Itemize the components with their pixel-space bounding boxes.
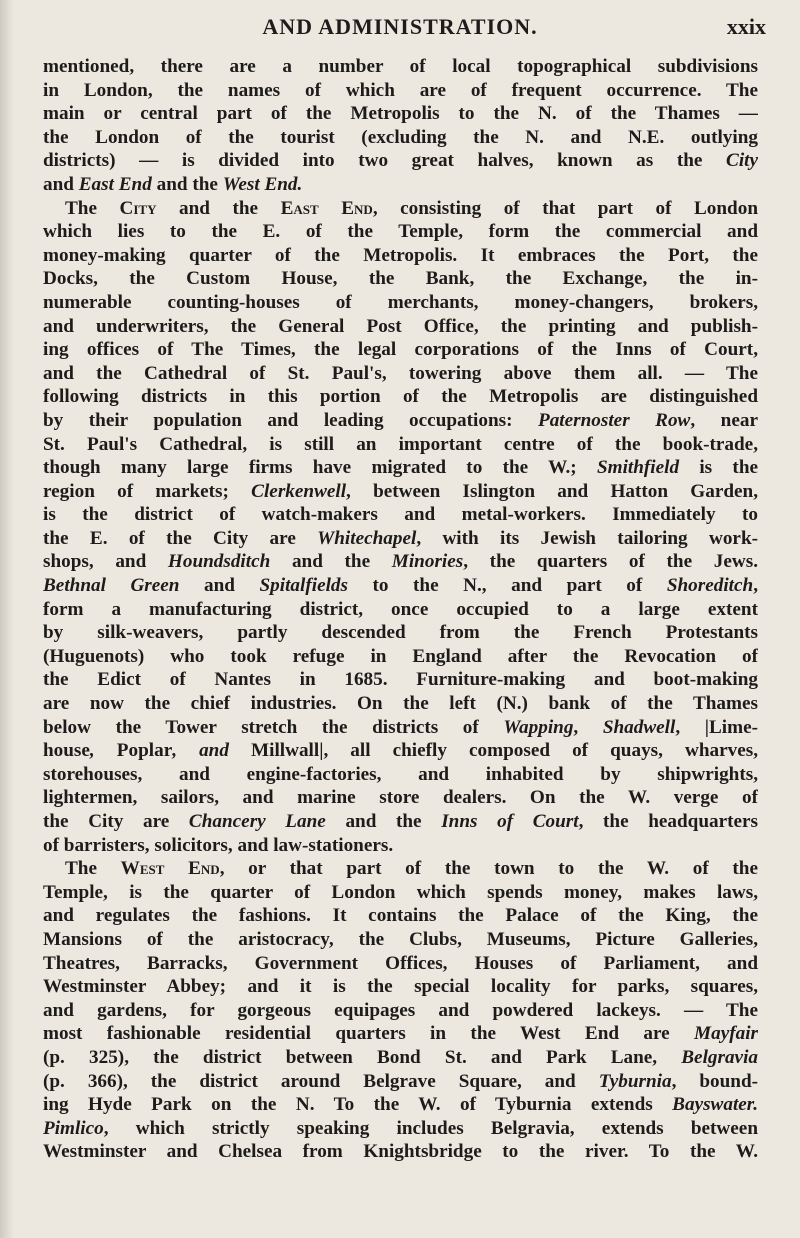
text-line: (p. 366), the district around Belgrave Square, and Tyburnia, bound- — [43, 1070, 758, 1092]
text-line: house, Poplar, and Millwall|, all chiefly composed of quays, wharves, — [43, 740, 758, 762]
text-line: Temple, is the quarter of London which spends money, makes laws, — [43, 881, 758, 903]
paragraph-1 — [43, 55, 758, 197]
text-line: Docks, the Custom House, the Bank, the Exchange, the in- — [43, 268, 758, 290]
text-line: though many large firms have migrated to the W.; Smithfield is the — [43, 457, 758, 479]
text-line: in London, the names of which are of frequent occurrence. The — [43, 79, 758, 101]
text-line: of barristers, solicitors, and law-stationers. — [43, 834, 394, 856]
text-line: by silk-weavers, partly descended from the French Protestants — [43, 622, 758, 644]
text-line: region of markets; Clerkenwell, between Islington and Hatton Garden, — [43, 480, 758, 502]
text-line: which lies to the E. of the Temple, form the commercial and — [43, 221, 758, 243]
text-line: the E. of the City are Whitechapel, with its Jewish tailoring work- — [43, 527, 758, 549]
text-line: following districts in this portion of the Metropolis are distinguished — [43, 386, 758, 408]
text-line: main or central part of the Metropolis to the N. of the Thames — — [43, 103, 758, 125]
text-line: numerable counting-houses of merchants, money-changers, brokers, — [43, 291, 758, 313]
text-line: are now the chief industries. On the left (N.) bank of the Thames — [43, 693, 758, 715]
text-line: (Huguenots) who took refuge in England after the Revocation of — [43, 645, 758, 667]
text-line: (p. 325), the district between Bond St. and Park Lane, Belgravia — [43, 1046, 758, 1068]
text-line: mentioned, there are a number of local topographical subdivisions — [43, 56, 758, 77]
text-line: below the Tower stretch the districts of Wapping, Shadwell, |Lime- — [43, 716, 758, 738]
text-line: shops, and Houndsditch and the Minories, the quarters of the Jews. — [43, 551, 758, 573]
text-line: the City are Chancery Lane and the Inns of Court, the headquarters — [43, 811, 758, 832]
text-line: Bethnal Green and Spitalfields to the N., and part of Shoreditch, — [43, 575, 758, 597]
running-title: AND ADMINISTRATION. — [262, 14, 538, 39]
text-line: Pimlico, which strictly speaking includes Belgravia, extends between — [43, 1117, 758, 1139]
text-line: lightermen, sailors, and marine store dealers. On the W. verge of — [43, 787, 758, 809]
text-line: districts) — is divided into two great halves, known as the City — [43, 150, 758, 172]
text-line: Mansions of the aristocracy, the Clubs, Museums, Picture Galleries, — [43, 928, 758, 950]
paragraph-3 — [43, 857, 758, 1164]
page-edge-shadow — [0, 0, 14, 1238]
text-line: by their population and leading occupations: Paternoster Row, near — [43, 409, 758, 431]
text-line: and East End and the West End. — [43, 173, 303, 195]
page-number: xxix — [726, 14, 766, 39]
paragraph-2 — [43, 197, 758, 858]
text-line: Westminster and Chelsea from Knightsbridge to the river. To the W. — [43, 1141, 758, 1163]
text-line: The City and the East End, consisting of that part of London — [65, 197, 758, 219]
text-line: Westminster Abbey; and it is the special locality for parks, squares, — [43, 976, 758, 998]
text-line: and gardens, for gorgeous equipages and powdered lackeys. — The — [43, 999, 758, 1021]
text-line: and regulates the fashions. It contains the Palace of the King, the — [43, 905, 758, 927]
text-body — [43, 55, 758, 1164]
text-line: most fashionable residential quarters in the West End are Mayfair — [43, 1023, 758, 1045]
text-line: form a manufacturing district, once occupied to a large extent — [43, 598, 758, 620]
text-line: the London of the tourist (excluding the N. and N.E. outlying — [43, 126, 758, 148]
text-line: is the district of watch-makers and metal-workers. Immediately to — [43, 504, 758, 526]
text-line: Theatres, Barracks, Government Offices, Houses of Parliament, and — [43, 952, 758, 974]
text-line: St. Paul's Cathedral, is still an important centre of the book-trade, — [43, 433, 758, 455]
text-line: ing offices of The Times, the legal corporations of the Inns of Court, — [43, 339, 758, 361]
text-line: storehouses, and engine-factories, and inhabited by shipwrights, — [43, 763, 758, 785]
text-line: and the Cathedral of St. Paul's, towering above them all. — The — [43, 362, 758, 384]
text-line: money-making quarter of the Metropolis. It embraces the Port, the — [43, 244, 758, 266]
text-line: ing Hyde Park on the N. To the W. of Tyburnia extends Bayswater. — [43, 1094, 758, 1116]
text-line: and underwriters, the General Post Office, the printing and publish- — [43, 315, 758, 337]
running-header — [0, 8, 800, 40]
text-line: The West End, or that part of the town to the W. of the — [65, 858, 758, 880]
text-line: the Edict of Nantes in 1685. Furniture-making and boot-making — [43, 669, 758, 691]
